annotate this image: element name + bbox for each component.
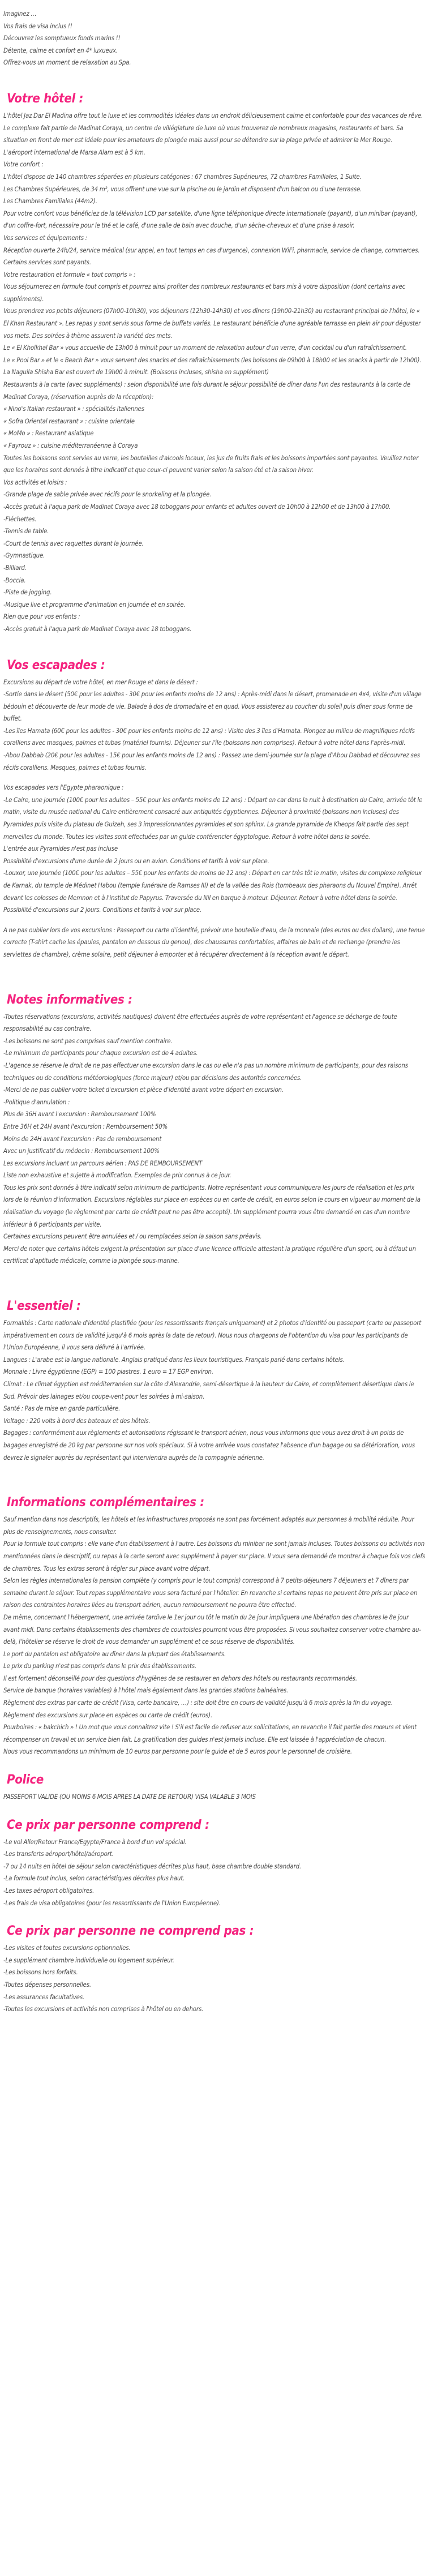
escapades-paragraph: -Sortie dans le désert (50€ pour les adultes - 30€ pour les enfants moins de 12 ans) : Après-midi dans le désert, promenade en 4x4, visite d'un village bédouin et découverte de leur mode de vie. Balade à dos de dromadaire et en quad. Vous assisterez au coucher du soleil puis dîner sous forme de buffet. [3, 690, 422, 723]
hotel-paragraph: Le « El Kholkhal Bar » vous accueille de 13h00 à minuit pour un moment de relaxation autour d'un verre, d'un cocktail ou d'un rafraîchissement. [3, 344, 407, 352]
notes-paragraph: -L'agence se réserve le droit de ne pas effectuer une excursion dans le cas ou elle n'a pas un nombre minimum de participants, pour des raisons techniques ou de conditions météorologiques (force majeur) et/ou par décisions des autorités concernées. [3, 1061, 408, 1082]
hotel-paragraph: -Fléchettes. [3, 515, 37, 523]
hotel-paragraph: -Gymnastique. [3, 551, 45, 560]
escapades-pharaonique-paragraph: Possibilité d'excursions sur 2 jours. Conditions et tarifs à voir sur place. [3, 906, 202, 914]
hotel-paragraph: -Musique live et programme d'animation en journée et en soirée. [3, 600, 186, 608]
escapades-paragraph: Excursions au départ de votre hôtel, en mer Rouge et dans le désert : [3, 678, 198, 686]
notes-paragraph: Liste non exhaustive et sujette à modification. Exemples de prix connus à ce jour. [3, 1171, 231, 1180]
complementaires-paragraph: Règlement des extras par carte de crédit (Visa, carte bancaire, …) : site doit être en cours de validité jusqu'à 6 mois après la fin du voyage. [3, 1699, 393, 1707]
escapades-pharaonique-paragraph: L'entrée aux Pyramides n'est pas incluse [3, 845, 118, 853]
hotel-paragraph: Pour votre confort vous bénéficiez de la télévision LCD par satellite, d'une ligne téléphonique directe internationale (payant), d'un minibar (payant), d'un coffre-fort, nécessaire pour le thé et le café, d'une salle de bain avec douche, d'un sèche-cheveux et d'une prise à rasoir. [3, 209, 418, 230]
hotel-paragraph: Vous séjournerez en formule tout compris et pourrez ainsi profiter des nombreux restaurants et bars mis à votre disposition (dont certains avec suppléments). [3, 282, 406, 303]
prix-comprend-item: -Les frais de visa obligatoires (pour les ressortissants de l'Union Européenne). [3, 1898, 221, 1907]
hotel-paragraph: « MoMo » : Restaurant asiatique [3, 429, 94, 438]
hotel-body [3, 110, 426, 636]
intro-block [3, 8, 426, 69]
police-body [3, 1791, 426, 1803]
complementaires-paragraph: Service de banque (horaires variables) à l'hôtel mais également dans les grandes stations balnéaires. [3, 1686, 289, 1695]
hotel-paragraph: Votre confort : [3, 160, 44, 169]
essentiel-paragraph: Monnaie : Livre égyptienne (EGP) = 100 piastres. 1 euro = 17 EGP environ. [3, 1368, 213, 1376]
notes-paragraph: -Le minimum de participants pour chaque excursion est de 4 adultes. [3, 1049, 198, 1057]
hotel-paragraph: Les Chambres Supérieures, de 34 m², vous offrent une vue sur la piscine ou le jardin et disposent d'un balcon ou d'une terrasse. [3, 185, 362, 193]
hotel-paragraph: -Boccia. [3, 576, 26, 584]
complementaires-paragraph: Il est fortement déconseillé pour des questions d'hygiènes de se restaurer en dehors des hôtels ou restaurants recommandés. [3, 1674, 357, 1682]
essentiel-body [3, 1317, 426, 1464]
spacer [3, 774, 426, 782]
section-title-notes: Notes informatives : [7, 992, 132, 1007]
hotel-paragraph: -Billiard. [3, 563, 27, 572]
notes-paragraph: Les excursions incluant un parcours aérien : PAS DE REMBOURSEMENT [3, 1159, 203, 1167]
notes-paragraph: Plus de 36H avant l'excursion : Remboursement 100% [3, 1110, 156, 1118]
complementaires-body [3, 1514, 426, 1758]
section-title-hotel: Votre hôtel : [7, 91, 84, 106]
notes-paragraph: -Toutes réservations (excursions, activités nautiques) doivent être effectuées auprès de votre représentant et l'agence se décharge de toute responsabilité au cas contraire. [3, 1012, 397, 1033]
hotel-paragraph: -Piste de jogging. [3, 588, 52, 597]
hotel-paragraph: Rien que pour vos enfants : [3, 612, 80, 621]
prix-ne-comprend-pas-item: -Toutes dépenses personnelles. [3, 1980, 91, 1988]
complementaires-paragraph: Nous vous recommandons un minimum de 10 euros par personne pour le guide et de 5 euros pour le personnel de croisière. [3, 1747, 353, 1756]
escapades-paragraph: -Les îles Hamata (60€ pour les adultes - 30€ pour les enfants moins de 12 ans) : Visite des 3 îles d'Hamata. Plongez au milieu de magnifiques récifs coralliens avec masques, palmes et tubas (matériel fournis). Déjeuner sur l'île (boissons non comprises). Retour à votre hôtel dans l'après-midi. [3, 726, 415, 747]
hotel-paragraph: -Tennis de table. [3, 527, 49, 535]
notes-body [3, 1011, 426, 1267]
spacer [3, 636, 426, 658]
prix-ne-comprend-pas-item: -Le supplément chambre individuelle ou logement supérieur. [3, 1956, 174, 1964]
intro-line-4: Offrez-vous un moment de relaxation au Spa. [3, 58, 131, 67]
notes-paragraph: Avec un justificatif du médecin : Remboursement 100% [3, 1147, 160, 1155]
section-title-escapades: Vos escapades : [7, 658, 105, 672]
prix-comprend-item: -Les transferts aéroport/hôtel/aéroport. [3, 1850, 114, 1858]
intro-line-0: Imaginez … [3, 10, 37, 18]
escapades-pharaonique-paragraph: -Le Caire, une journée (100€ pour les adultes – 55€ pour les enfants moins de 12 ans) : Départ en car dans la nuit à destination du Caire, arrivée tôt le matin, visite du musée national du Caire entièrement consacré aux antiquités égyptiennes. Déjeuner à proximité (boissons non incluses) des Pyramides puis visite du plateau de Guizeh, ses 3 impressionnantes pyramides et son sphinx. La grande pyramide de Kheops fait partie des sept merveilles du monde. Toutes les visites sont effectuées par un guide conférencier égyptologue. Retour à votre hôtel dans la soirée. [3, 795, 423, 841]
prix-comprend-item: -La formule tout inclus, selon caractéristiques décrites plus haut. [3, 1874, 185, 1883]
prix-comprend-item: -Les taxes aéroport obligatoires. [3, 1887, 95, 1895]
police-paragraph: PASSEPORT VALIDE (OU MOINS 6 MOIS APRES LA DATE DE RETOUR) VISA VALABLE 3 MOIS [3, 1793, 256, 1801]
notes-paragraph: -Merci de ne pas oublier votre ticket d'excursion et pièce d'identité avant votre départ en excursion. [3, 1086, 284, 1094]
essentiel-paragraph: Formalités : Carte nationale d'identité plastifiée (pour les ressortissants français uniquement) et 2 photos d'identité ou passeport (carte ou passeport impérativement en cours de validité jusqu'à 6 mois après la date de retour). Nous nous chargeons de l'obtention du visa pour les participants de l'Union Européenne, il vous sera délivré à l'arrivée. [3, 1319, 422, 1352]
section-title-complementaires: Informations complémentaires : [7, 1495, 204, 1510]
notes-paragraph: Tous les prix sont donnés à titre indicatif selon minimum de participants. Notre représentant vous communiquera les jours de réalisation et les prix lors de la réunion d'information. Excursions réglables sur place en espèces ou en carte de crédit, en euros selon le cours en vigueur au moment de la réalisation du voyage (le règlement par carte de crédit peut ne pas être accepté). Un supplément pourra vous être demandé en cas d'un nombre inférieur à 6 participants par visite. [3, 1183, 421, 1228]
complementaires-paragraph: Pourboires : « bakchich » ! Un mot que vous connaîtrez vite ! S'il est facile de refuser aux sollicitations, en revanche il fait partie des mœurs et vient récompenser un travail et un service bien fait. La gratification des guides n'est jamais incluse. Elle est laissée à l'appréciation de chacun. [3, 1723, 417, 1743]
escapades-paragraph: -Abou Dabbab (20€ pour les adultes - 15€ pour les enfants moins de 12 ans) : Passez une demi-journée sur la plage d'Abou Dabbad et découvrez ses récifs coralliens. Masques, palmes et tubas fournis. [3, 751, 421, 771]
essentiel-paragraph: Langues : L'arabe est la langue nationale. Anglais pratiqué dans les lieux touristiques. Français parlé dans certains hôtels. [3, 1355, 345, 1364]
spacer [3, 1464, 426, 1495]
hotel-paragraph: Votre restauration et formule « tout compris » : [3, 270, 136, 278]
hotel-paragraph: -Accès gratuit à l'aqua park de Madinat Coraya avec 18 toboggans pour enfants et adultes ouvert de 10h00 à 12h00 et de 13h00 à 17h00. [3, 502, 391, 511]
escapades-pharaonique-paragraph: -Louxor, une journée (100€ pour les adultes – 55€ pour les enfants de moins de 12 ans) : Départ en car très tôt le matin, visites du complexe religieux de Karnak, du temple de Médinet Habou (temple funéraire de Ramses III) et de la vallée des Rois (tombeaux des pharaons du Nouvel Empire). Arrêt devant les colosses de Memnon et à l'institut de Papyrus. Traversée du Nil en barque à moteur. Déjeuner. Retour à votre hôtel dans la soirée. [3, 869, 422, 902]
hotel-paragraph: L'aéroport international de Marsa Alam est à 5 km. [3, 148, 145, 156]
notes-paragraph: Entre 36H et 24H avant l'excursion : Remboursement 50% [3, 1122, 168, 1130]
section-title-prix-comprend: Ce prix par personne comprend : [7, 1818, 209, 1832]
hotel-paragraph: Vos activités et loisirs : [3, 478, 67, 486]
essentiel-paragraph: Bagages : conformément aux règlements et autorisations régissant le transport aérien, nous vous informons que vous avez droit à un poids de bagages enregistré de 20 kg par personne sur nos vols spéciaux. Si à votre arrivée vous constatez l'absence d'un bagage ou sa détérioration, vous devrez le signaler auprès du représentant qui interviendra auprès de la compagnie aérienne. [3, 1429, 415, 1461]
hotel-paragraph: -Grande plage de sable privée avec récifs pour le snorkeling et la plongée. [3, 490, 212, 499]
prix-ne-comprend-pas-item: -Les visites et toutes excursions optionnelles. [3, 1944, 131, 1952]
complementaires-paragraph: Règlement des excursions sur place en espèces ou carte de crédit (euros). [3, 1711, 213, 1719]
notes-paragraph: Certaines excursions peuvent être annulées et / ou remplacées selon la saison sans préavis. [3, 1232, 262, 1241]
prix-comprend-body [3, 1836, 426, 1910]
prix-ne-comprend-pas-body [3, 1942, 426, 2016]
complementaires-paragraph: De même, concernant l'hébergement, une arrivée tardive le 1er jour ou tôt le matin du 2e jour impliquera une libération des chambres le 8e jour avant midi. Dans certains établissements des chambres de courtoisies pourront vous être proposées. Si vous souhaitez conserver votre chambre au-delà, l'hôtelier se réserve le droit de vous demander un supplément et ce sous réserve de disponibilités. [3, 1613, 421, 1646]
spacer [3, 916, 426, 924]
prix-comprend-item: -7 ou 14 nuits en hôtel de séjour selon caractéristiques décrites plus haut, base chambre double standard. [3, 1862, 302, 1870]
section-title-prix-ne-comprend-pas: Ce prix par personne ne comprend pas : [7, 1924, 254, 1939]
escapades-body [3, 676, 426, 961]
notes-paragraph: -Les boissons ne sont pas comprises sauf mention contraire. [3, 1036, 173, 1045]
essentiel-paragraph: Santé : Pas de mise en garde particulière. [3, 1404, 121, 1413]
hotel-paragraph: La Naguila Shisha Bar est ouvert de 19h00 à minuit. (Boissons incluses, shisha en supplément) [3, 368, 269, 376]
prix-ne-comprend-pas-item: -Les boissons hors forfaits. [3, 1968, 78, 1977]
spacer [3, 1267, 426, 1299]
hotel-paragraph: -Court de tennis avec raquettes durant la journée. [3, 539, 144, 547]
spacer [3, 961, 426, 993]
complementaires-paragraph: Sauf mention dans nos descriptifs, les hôtels et les infrastructures proposés ne sont pas forcément adaptés aux personnes à mobilité réduite. Pour plus de renseignements, nous consulter. [3, 1515, 414, 1536]
complementaires-paragraph: Selon les règles internationales la pension complète (y compris pour le tout compris) correspond à 7 petits-déjeuners 7 déjeuners et 7 dîners par semaine durant le séjour. Tout repas supplémentaire vous sera facturé par l'hôtelier. En revanche si certains repas ne peuvent être pris sur place en raison des contraintes horaires liées au transport aérien, aucun remboursement ne pourra être effectué. [3, 1576, 418, 1609]
spacer [3, 1909, 426, 1924]
escapades-pharaonique-title: Vos escapades vers l'Egypte pharaonique : [3, 783, 124, 792]
prix-comprend-item: -Le vol Aller/Retour France/Egypte/France à bord d'un vol spécial. [3, 1837, 187, 1846]
intro-line-2: Découvrez les somptueux fonds marins !! [3, 34, 121, 42]
hotel-paragraph: L'hôtel dispose de 140 chambres séparées en plusieurs catégories : 67 chambres Supérieures, 72 chambres Familiales, 1 Suite. [3, 172, 362, 181]
complementaires-paragraph: Le prix du parking n'est pas compris dans le prix des établissements. [3, 1662, 197, 1670]
section-title-police: Police [7, 1773, 44, 1788]
hotel-paragraph: L'hôtel Jaz Dar El Madina offre tout le luxe et les commodités idéales dans un endroit délicieusement calme et confortable pour des vacances de rêve. Le complexe fait partie de Madinat Coraya, un centre de villégiature de luxe où vous trouverez de nombreux magasins, restaurants et bars. Sa situation en front de mer est idéale pour les amateurs de plongée mais aussi pour se détendre sur la plage privée et admirer la Mer Rouge. [3, 111, 423, 144]
escapades-reminder: A ne pas oublier lors de vos excursions : Passeport ou carte d'identité, prévoir une bouteille d'eau, de la monnaie (des euros ou des dollars), une tenue correcte (T-shirt cache les épaules, pantalon en dessous du genou), des chaussures confortables, affaires de bain et de rechange (prendre les serviettes de chambre), crème solaire, petit déjeuner à emporter et à récupérer directement à la réception avant le départ. [3, 925, 425, 958]
spacer [3, 1758, 426, 1773]
hotel-paragraph: Restaurants à la carte (avec suppléments) : selon disponibilité une fois durant le séjour possibilité de dîner dans l'un des restaurants à la carte de Madinat Coraya, (réservation auprès de la réception): [3, 380, 410, 401]
notes-paragraph: Merci de noter que certains hôtels exigent la présentation sur place d'une licence officielle attestant la pratique régulière d'un sport, ou à défaut un certificat d'aptitude médicale, comme la plongée sous-marine. [3, 1244, 416, 1265]
essentiel-paragraph: Climat : Le climat égyptien est méditerranéen sur la côte d'Alexandrie, semi-désertique à la hauteur du Caire, et complètement désertique dans le Sud. Prévoir des lainages et/ou coupe-vent pour les soirées à mi-saison. [3, 1380, 414, 1400]
intro-line-3: Détente, calme et confort en 4* luxueux. [3, 46, 118, 54]
spacer [3, 69, 426, 92]
escapades-pharaonique-paragraph: Possibilité d'excursions d'une durée de 2 jours ou en avion. Conditions et tarifs à voir sur place. [3, 856, 269, 865]
complementaires-paragraph: Le port du pantalon est obligatoire au dîner dans la plupart des établissements. [3, 1649, 226, 1658]
hotel-paragraph: Vous prendrez vos petits déjeuners (07h00-10h30), vos déjeuners (12h30-14h30) et vos dîners (19h00-21h30) au restaurant principal de l'hôtel, le « El Khan Restaurant ». Les repas y sont servis sous forme de buffets variés. Le restaurant bénéficie d'une agréable terrasse en plein air pour déguster vos mets. Des soirées à thème assurent la variété des mets. [3, 307, 421, 340]
hotel-paragraph: Le « Pool Bar » et le « Beach Bar » vous servent des snacks et des rafraîchissements (les boissons de 09h00 à 18h00 et les snacks à partir de 12h00). [3, 355, 422, 364]
prix-ne-comprend-pas-item: -Toutes les excursions et activités non comprises à l'hôtel ou en dehors. [3, 2005, 204, 2013]
hotel-paragraph: « Nino's Italian restaurant » : spécialités italiennes [3, 405, 144, 413]
notes-paragraph: Moins de 24H avant l'excursion : Pas de remboursement [3, 1134, 162, 1143]
hotel-paragraph: Toutes les boissons sont servies au verre, les bouteilles d'alcools locaux, les jus de fruits frais et les boissons importées sont payantes. Veuillez noter que les horaires sont donnés à titre indicatif et que ceux-ci peuvent varier selon la saison été et la saison hiver. [3, 453, 419, 474]
notes-paragraph: -Politique d'annulation : [3, 1098, 70, 1106]
hotel-paragraph: Les Chambres Familiales (44m2). [3, 197, 97, 205]
hotel-paragraph: Réception ouverte 24h/24, service médical (sur appel, en tout temps en cas d'urgence), connexion WiFi, pharmacie, service de change, commerces. [3, 246, 420, 254]
hotel-paragraph: -Accès gratuit à l'aqua park de Madinat Coraya avec 18 toboggans. [3, 624, 192, 633]
hotel-paragraph: Certains services sont payants. [3, 258, 91, 267]
section-title-essentiel: L'essentiel : [7, 1299, 81, 1314]
hotel-paragraph: « Sofra Oriental restaurant » : cuisine orientale [3, 417, 135, 425]
complementaires-paragraph: Pour la formule tout compris : elle varie d'un établissement à l'autre. Les boissons du minibar ne sont jamais incluses. Toutes boissons ou activités non mentionnées dans le descriptif, ou repas à la carte seront avec supplément à payer sur place. Il vous sera demandé de montrer à chaque fois vos clefs de chambres. Tous les extras seront à régler sur place avant votre départ. [3, 1540, 426, 1572]
hotel-paragraph: « Fayrouz » : cuisine méditerranéenne à Coraya [3, 442, 138, 449]
essentiel-paragraph: Voltage : 220 volts à bord des bateaux et des hôtels. [3, 1416, 151, 1425]
prix-ne-comprend-pas-item: -Les assurances facultatives. [3, 1992, 85, 2001]
intro-line-1: Vos frais de visa inclus !! [3, 22, 72, 30]
spacer [3, 1803, 426, 1818]
hotel-paragraph: Vos services et équipements : [3, 233, 87, 242]
